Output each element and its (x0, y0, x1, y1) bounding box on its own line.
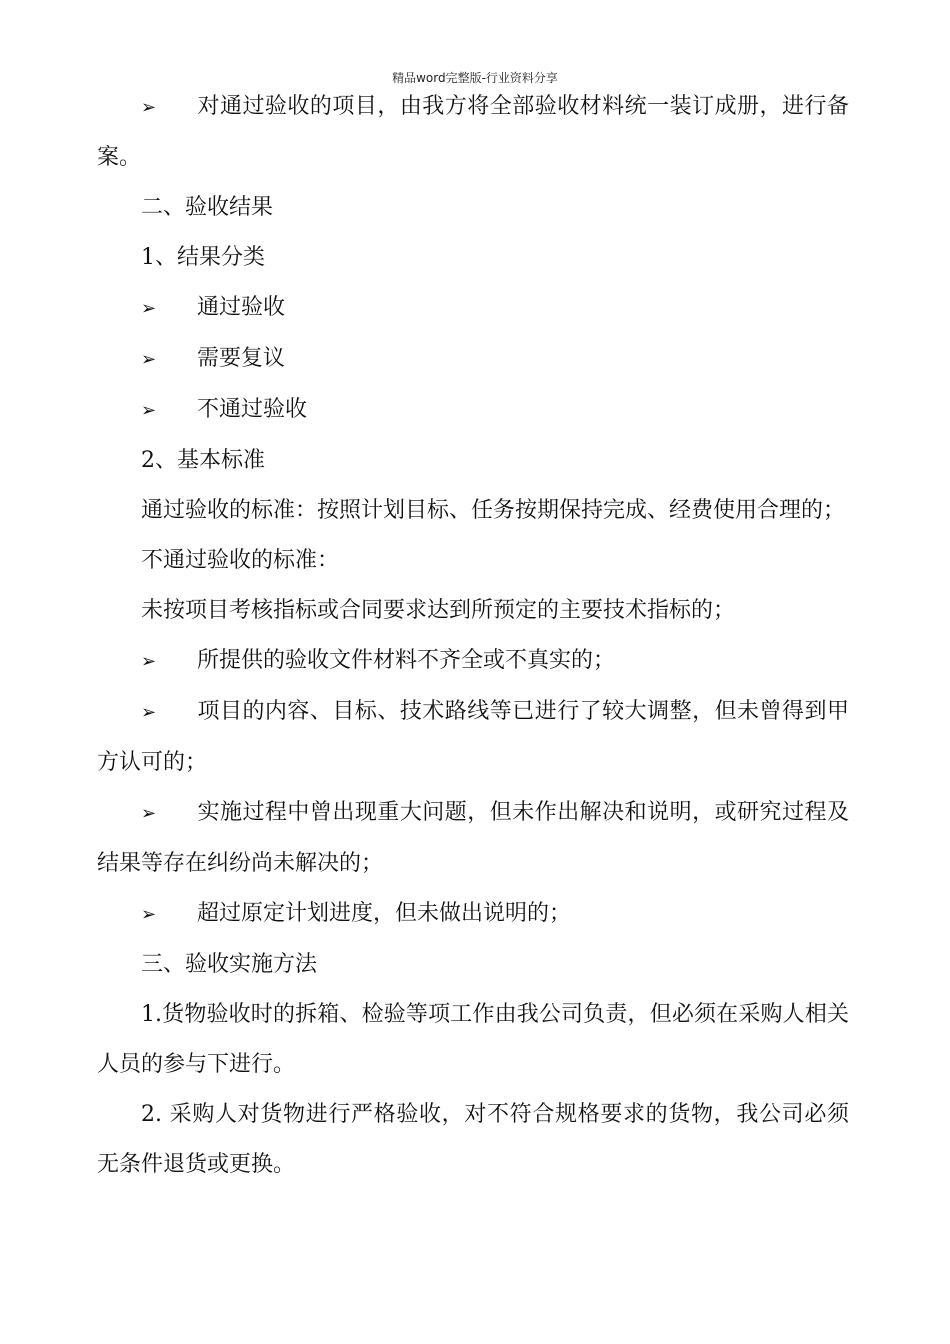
paragraph-text: 所提供的验收文件材料不齐全或不真实的； (197, 648, 616, 673)
paragraph-text: 实施过程中曾出现重大问题，但未作出解决和说明，或研究过程及结果等存在纠纷尚未解决的； (97, 800, 849, 876)
paragraph-text: 超过原定计划进度，但未做出说明的； (197, 901, 572, 926)
paragraph (97, 636, 849, 687)
paragraph (97, 889, 849, 940)
bullet-arrow-icon: ➢ (141, 651, 157, 672)
paragraph-text: 通过验收的标准：按照计划目标、任务按期保持完成、经费使用合理的； (141, 498, 846, 523)
paragraph-text: 需要复议 (197, 346, 286, 371)
section-heading (97, 183, 849, 233)
paragraph (97, 334, 849, 385)
section-heading (97, 940, 849, 990)
paragraph (97, 82, 849, 183)
bullet-arrow-icon: ➢ (141, 803, 157, 824)
bullet-arrow-icon: ➢ (141, 702, 157, 723)
paragraph-text: 对通过验收的项目，由我方将全部验收材料统一装订成册，进行备案。 (97, 94, 849, 170)
subsection-heading (97, 436, 849, 486)
paragraph-text: 1.货物验收时的拆箱、检验等项工作由我公司负责，但必须在采购人相关人员的参与下进行。 (97, 1002, 849, 1077)
paragraph (97, 385, 849, 436)
paragraph (97, 788, 849, 889)
paragraph (97, 536, 849, 586)
bullet-arrow-icon: ➢ (141, 904, 157, 925)
document-body (97, 82, 849, 1190)
bullet-arrow-icon: ➢ (141, 298, 157, 319)
paragraph (97, 687, 849, 788)
paragraph-text: 二、验收结果 (141, 195, 274, 220)
paragraph-text: 三、验收实施方法 (141, 952, 318, 977)
paragraph (97, 283, 849, 334)
paragraph-text: 1、结果分类 (141, 245, 265, 270)
paragraph-text: 不通过验收的标准： (141, 548, 340, 573)
paragraph-text: 项目的内容、目标、技术路线等已进行了较大调整，但未曾得到甲方认可的； (97, 699, 849, 775)
page-header: 精品word完整版-行业资料分享 (392, 71, 558, 85)
bullet-arrow-icon: ➢ (141, 97, 157, 118)
paragraph-text: 不通过验收 (197, 397, 308, 422)
paragraph-text: 未按项目考核指标或合同要求达到所预定的主要技术指标的； (141, 598, 736, 623)
paragraph-text: 2. 采购人对货物进行严格验收，对不符合规格要求的货物，我公司必须无条件退货或更换。 (97, 1102, 849, 1177)
paragraph-text: 通过验收 (197, 295, 286, 320)
paragraph-text: 2、基本标准 (141, 448, 265, 473)
paragraph (97, 486, 849, 536)
subsection-heading (97, 233, 849, 283)
bullet-arrow-icon: ➢ (141, 349, 157, 370)
paragraph (97, 990, 849, 1090)
paragraph (97, 1090, 849, 1190)
paragraph (97, 586, 849, 636)
bullet-arrow-icon: ➢ (141, 400, 157, 421)
